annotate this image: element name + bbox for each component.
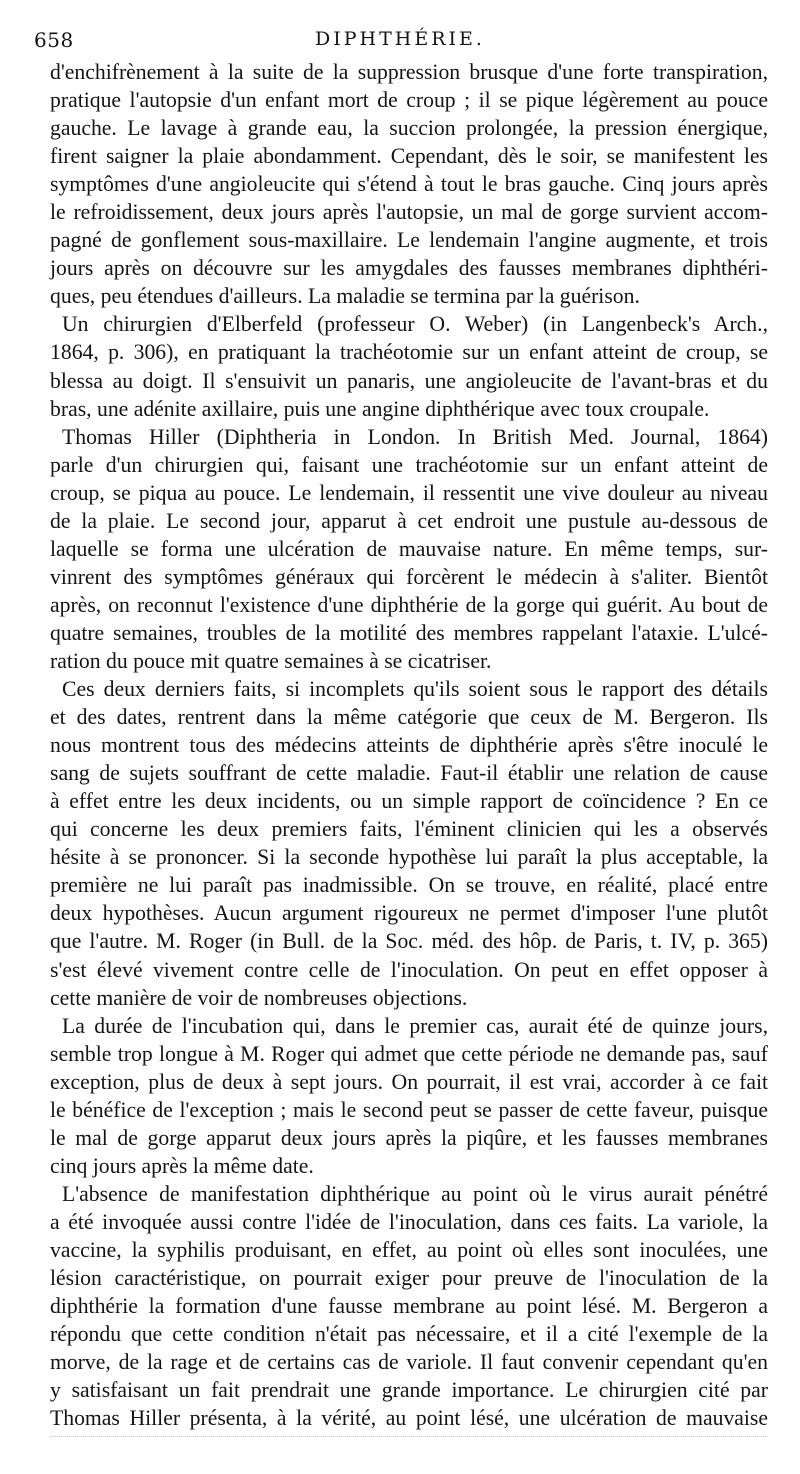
body-text	[50, 58, 768, 1432]
text-line: après, on reconnut l'existence d'une diphthérie de la gorge qui guérit. Au bout de	[50, 592, 768, 617]
page-header	[34, 28, 766, 56]
text-line: cette manière de voir de nombreuses objections.	[50, 985, 468, 1010]
text-line: première ne lui paraît pas inadmissible. On se trouve, en réalité, placé entre	[50, 873, 768, 898]
text-line: symptômes d'une angioleucite qui s'étend à tout le bras gauche. Cinq jours après	[50, 172, 768, 197]
text-line: ques, peu étendues d'ailleurs. La maladie se termina par la guérison.	[50, 284, 640, 309]
text-line: Thomas Hiller présenta, à la vérité, au point lésé, une ulcération de mauvaise	[50, 1406, 768, 1431]
text-line: à effet entre les deux incidents, ou un simple rapport de coïncidence ? En ce	[50, 789, 768, 814]
text-line: firent saigner la plaie abondamment. Cependant, dès le soir, se manifestent les	[50, 144, 768, 169]
text-line: L'absence de manifestation diphthérique au point où le virus aurait pénétré	[62, 1181, 768, 1206]
text-line: cinq jours après la même date.	[50, 1153, 314, 1178]
page-number: 658	[34, 28, 74, 52]
text-line: répondu que cette condition n'était pas nécessaire, et il a cité l'exemple de la	[50, 1322, 768, 1347]
text-line: deux hypothèses. Aucun argument rigoureux ne permet d'imposer l'une plutôt	[50, 901, 768, 926]
text-line: que l'autre. M. Roger (in Bull. de la Soc. méd. des hôp. de Paris, t. IV, p. 365)	[50, 929, 768, 954]
text-line: semble trop longue à M. Roger qui admet que cette période ne demande pas, sauf	[50, 1041, 768, 1066]
text-line: hésite à se prononcer. Si la seconde hypothèse lui paraît la plus acceptable, la	[50, 845, 768, 870]
text-line: croup, se piqua au pouce. Le lendemain, il ressentit une vive douleur au niveau	[50, 480, 768, 505]
text-line: sang de sujets souffrant de cette maladie. Faut-il établir une relation de cause	[50, 761, 768, 786]
text-line: blessa au doigt. Il s'ensuivit un panaris, une angioleucite de l'avant-bras et du	[50, 368, 768, 393]
text-line: le mal de gorge apparut deux jours après la piqûre, et les fausses membranes	[50, 1125, 768, 1150]
text-line: diphthérie la formation d'une fausse membrane au point lésé. M. Bergeron a	[50, 1294, 768, 1319]
text-line: de la plaie. Le second jour, apparut à cet endroit une pustule au-dessous de	[50, 508, 768, 533]
text-line: lésion caractéristique, on pourrait exiger pour preuve de l'inoculation de la	[50, 1266, 768, 1291]
running-title: DIPHTHÉRIE.	[315, 28, 485, 50]
text-line: et des dates, rentrent dans la même catégorie que ceux de M. Bergeron. Ils	[50, 705, 768, 730]
text-line: y satisfaisant un fait prendrait une grande importance. Le chirurgien cité par	[50, 1378, 768, 1403]
text-line: s'est élevé vivement contre celle de l'inoculation. On peut en effet opposer à	[50, 957, 768, 982]
text-line: le refroidissement, deux jours après l'autopsie, un mal de gorge survient accom-	[50, 200, 768, 225]
text-line: nous montrent tous des médecins atteints de diphthérie après s'être inoculé le	[50, 733, 768, 758]
text-line: La durée de l'incubation qui, dans le premier cas, aurait été de quinze jours,	[62, 1013, 768, 1038]
text-line: Un chirurgien d'Elberfeld (professeur O. Weber) (in Langenbeck's Arch.,	[62, 312, 768, 337]
text-line: ration du pouce mit quatre semaines à se cicatriser.	[50, 648, 492, 673]
text-line: vinrent des symptômes généraux qui forcèrent le médecin à s'aliter. Bientôt	[50, 564, 768, 589]
text-line: qui concerne les deux premiers faits, l'éminent clinicien qui les a observés	[50, 817, 768, 842]
text-line: a été invoquée aussi contre l'idée de l'inoculation, dans ces faits. La variole, la	[50, 1209, 768, 1234]
bottom-bleed-through-rule	[50, 1436, 768, 1437]
text-line: laquelle se forma une ulcération de mauvaise nature. En même temps, sur-	[50, 536, 768, 561]
text-line: Thomas Hiller (Diphtheria in London. In British Med. Journal, 1864)	[62, 424, 768, 449]
text-line: pagné de gonflement sous-maxillaire. Le lendemain l'angine augmente, et trois	[50, 228, 768, 253]
text-line: Ces deux derniers faits, si incomplets qu'ils soient sous le rapport des détails	[62, 677, 768, 702]
text-line: gauche. Le lavage à grande eau, la succion prolongée, la pression énergique,	[50, 116, 768, 141]
text-line: vaccine, la syphilis produisant, en effet, au point où elles sont inoculées, une	[50, 1237, 768, 1262]
text-line: pratique l'autopsie d'un enfant mort de croup ; il se pique légèrement au pouce	[50, 88, 768, 113]
text-line: 1864, p. 306), en pratiquant la trachéotomie sur un enfant atteint de croup, se	[50, 340, 768, 365]
text-line: d'enchifrènement à la suite de la suppression brusque d'une forte transpiration,	[50, 60, 768, 84]
text-line: jours après on découvre sur les amygdales des fausses membranes diphthéri-	[50, 256, 768, 281]
text-line: morve, de la rage et de certains cas de variole. Il faut convenir cependant qu'en	[50, 1350, 768, 1375]
text-line: quatre semaines, troubles de la motilité des membres rappelant l'ataxie. L'ulcé-	[50, 620, 768, 645]
text-line: le bénéfice de l'exception ; mais le second peut se passer de cette faveur, puisque	[50, 1097, 768, 1122]
text-line: exception, plus de deux à sept jours. On pourrait, il est vrai, accorder à ce fait	[50, 1069, 768, 1094]
text-line: bras, une adénite axillaire, puis une angine diphthérique avec toux croupale.	[50, 396, 710, 421]
text-line: parle d'un chirurgien qui, faisant une trachéotomie sur un enfant atteint de	[50, 452, 768, 477]
